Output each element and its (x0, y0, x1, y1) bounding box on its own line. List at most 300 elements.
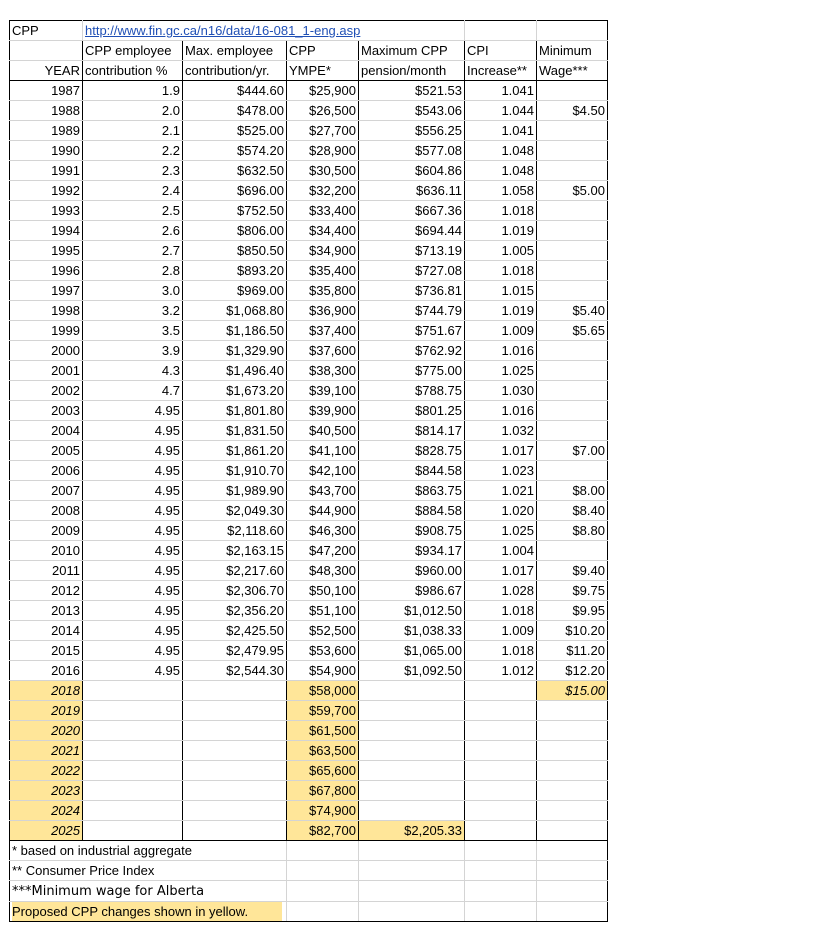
table-cell[interactable] (465, 781, 537, 801)
table-cell[interactable]: $632.50 (183, 161, 287, 181)
table-cell[interactable] (183, 801, 287, 821)
table-cell[interactable]: 2019 (10, 701, 83, 721)
table-cell[interactable]: 2.0 (83, 101, 183, 121)
table-cell[interactable]: 2.2 (83, 141, 183, 161)
table-cell[interactable]: $1,092.50 (359, 661, 465, 681)
table-cell[interactable]: 1.041 (465, 121, 537, 141)
table-cell[interactable]: $694.44 (359, 221, 465, 241)
table-cell[interactable]: $2,049.30 (183, 501, 287, 521)
table-cell[interactable]: 2012 (10, 581, 83, 601)
note-cell[interactable] (10, 841, 287, 861)
table-cell[interactable]: 4.95 (83, 601, 183, 621)
table-cell[interactable]: 1989 (10, 121, 83, 141)
table-cell[interactable]: 1.058 (465, 181, 537, 201)
table-cell[interactable]: $2,479.95 (183, 641, 287, 661)
table-cell[interactable]: $1,186.50 (183, 321, 287, 341)
table-cell[interactable] (359, 741, 465, 761)
table-cell[interactable]: $26,500 (287, 101, 359, 121)
table-cell[interactable]: $1,989.90 (183, 481, 287, 501)
table-cell[interactable]: $1,831.50 (183, 421, 287, 441)
table-cell[interactable] (359, 701, 465, 721)
table-cell[interactable]: $604.86 (359, 161, 465, 181)
table-cell[interactable]: $5.00 (537, 181, 608, 201)
table-cell[interactable]: $2,205.33 (359, 821, 465, 841)
source-link[interactable] (83, 21, 465, 41)
table-cell[interactable]: 2.5 (83, 201, 183, 221)
table-cell[interactable] (537, 401, 608, 421)
table-cell[interactable] (287, 841, 359, 861)
table-cell[interactable]: $28,900 (287, 141, 359, 161)
table-cell[interactable] (537, 281, 608, 301)
table-cell[interactable] (359, 881, 465, 902)
table-cell[interactable]: 2005 (10, 441, 83, 461)
table-cell[interactable] (465, 861, 537, 881)
table-cell[interactable] (183, 721, 287, 741)
table-cell[interactable] (287, 902, 359, 922)
table-cell[interactable] (465, 841, 537, 861)
header-cell[interactable]: pension/month (359, 61, 465, 81)
table-cell[interactable]: $61,500 (287, 721, 359, 741)
table-cell[interactable]: $51,100 (287, 601, 359, 621)
table-cell[interactable]: $34,900 (287, 241, 359, 261)
table-cell[interactable]: 4.7 (83, 381, 183, 401)
table-cell[interactable]: 1.032 (465, 421, 537, 441)
table-cell[interactable] (359, 761, 465, 781)
table-cell[interactable]: $15.00 (537, 681, 608, 701)
table-cell[interactable]: $574.20 (183, 141, 287, 161)
header-cell[interactable]: CPP (287, 41, 359, 61)
table-cell[interactable]: $1,329.90 (183, 341, 287, 361)
table-cell[interactable]: 1997 (10, 281, 83, 301)
table-cell[interactable] (537, 201, 608, 221)
table-cell[interactable]: 1.030 (465, 381, 537, 401)
table-cell[interactable] (465, 801, 537, 821)
table-cell[interactable]: $12.20 (537, 661, 608, 681)
table-cell[interactable] (537, 902, 608, 922)
table-cell[interactable]: $32,200 (287, 181, 359, 201)
table-cell[interactable]: 1.004 (465, 541, 537, 561)
table-cell[interactable]: 2009 (10, 521, 83, 541)
table-cell[interactable] (359, 801, 465, 821)
table-cell[interactable]: $58,000 (287, 681, 359, 701)
table-cell[interactable]: $696.00 (183, 181, 287, 201)
table-cell[interactable]: $37,400 (287, 321, 359, 341)
table-cell[interactable]: $38,300 (287, 361, 359, 381)
header-cell[interactable]: Maximum CPP (359, 41, 465, 61)
table-cell[interactable]: 4.95 (83, 521, 183, 541)
table-cell[interactable]: 2001 (10, 361, 83, 381)
table-cell[interactable]: 1.012 (465, 661, 537, 681)
table-cell[interactable]: $46,300 (287, 521, 359, 541)
table-cell[interactable] (537, 341, 608, 361)
table-cell[interactable]: $65,600 (287, 761, 359, 781)
header-cell[interactable]: CPI (465, 41, 537, 61)
table-cell[interactable]: 1.020 (465, 501, 537, 521)
table-cell[interactable]: $814.17 (359, 421, 465, 441)
table-cell[interactable] (465, 881, 537, 902)
table-cell[interactable]: 3.9 (83, 341, 183, 361)
table-cell[interactable]: $34,400 (287, 221, 359, 241)
table-cell[interactable]: $48,300 (287, 561, 359, 581)
table-cell[interactable]: 4.95 (83, 641, 183, 661)
table-cell[interactable]: $39,900 (287, 401, 359, 421)
table-cell[interactable]: $33,400 (287, 201, 359, 221)
table-cell[interactable]: $9.75 (537, 581, 608, 601)
table-cell[interactable] (465, 902, 537, 922)
table-cell[interactable]: $1,065.00 (359, 641, 465, 661)
table-cell[interactable]: 1988 (10, 101, 83, 121)
table-cell[interactable]: $444.60 (183, 81, 287, 101)
table-cell[interactable]: 1.016 (465, 341, 537, 361)
table-cell[interactable]: 2020 (10, 721, 83, 741)
table-cell[interactable]: $908.75 (359, 521, 465, 541)
table-cell[interactable]: 1990 (10, 141, 83, 161)
table-cell[interactable]: 2011 (10, 561, 83, 581)
table-cell[interactable]: $713.19 (359, 241, 465, 261)
table-cell[interactable]: 3.5 (83, 321, 183, 341)
table-cell[interactable]: 1993 (10, 201, 83, 221)
table-cell[interactable]: 2.3 (83, 161, 183, 181)
table-cell[interactable] (183, 681, 287, 701)
table-cell[interactable]: 2021 (10, 741, 83, 761)
table-cell[interactable]: 1.019 (465, 301, 537, 321)
table-cell[interactable]: $884.58 (359, 501, 465, 521)
table-cell[interactable]: $969.00 (183, 281, 287, 301)
table-cell[interactable]: $42,100 (287, 461, 359, 481)
table-cell[interactable]: $1,861.20 (183, 441, 287, 461)
table-cell[interactable]: $37,600 (287, 341, 359, 361)
table-cell[interactable] (183, 781, 287, 801)
table-cell[interactable]: $53,600 (287, 641, 359, 661)
table-cell[interactable]: $9.95 (537, 601, 608, 621)
table-cell[interactable]: $35,800 (287, 281, 359, 301)
table-cell[interactable]: $8.40 (537, 501, 608, 521)
note-cell[interactable] (10, 861, 287, 881)
table-cell[interactable]: $806.00 (183, 221, 287, 241)
table-cell[interactable]: $2,163.15 (183, 541, 287, 561)
table-cell[interactable]: $1,910.70 (183, 461, 287, 481)
table-cell[interactable]: $521.53 (359, 81, 465, 101)
table-cell[interactable] (537, 161, 608, 181)
table-cell[interactable]: $25,900 (287, 81, 359, 101)
table-cell[interactable]: 1.025 (465, 521, 537, 541)
table-cell[interactable]: $1,012.50 (359, 601, 465, 621)
table-cell[interactable] (537, 461, 608, 481)
table-cell[interactable]: $67,800 (287, 781, 359, 801)
table-cell[interactable]: $43,700 (287, 481, 359, 501)
table-cell[interactable]: $667.36 (359, 201, 465, 221)
table-cell[interactable]: $39,100 (287, 381, 359, 401)
table-cell[interactable]: $2,118.60 (183, 521, 287, 541)
table-cell[interactable]: $7.00 (537, 441, 608, 461)
table-cell[interactable] (465, 761, 537, 781)
table-cell[interactable]: $828.75 (359, 441, 465, 461)
table-cell[interactable]: 2024 (10, 801, 83, 821)
table-cell[interactable] (83, 761, 183, 781)
table-cell[interactable]: 2.7 (83, 241, 183, 261)
table-cell[interactable]: 1.009 (465, 321, 537, 341)
table-cell[interactable]: 1998 (10, 301, 83, 321)
table-cell[interactable]: $52,500 (287, 621, 359, 641)
header-cell[interactable]: Increase** (465, 61, 537, 81)
table-cell[interactable]: 1.019 (465, 221, 537, 241)
table-cell[interactable]: $63,500 (287, 741, 359, 761)
table-cell[interactable] (537, 841, 608, 861)
table-cell[interactable]: 1.009 (465, 621, 537, 641)
table-cell[interactable]: 2.1 (83, 121, 183, 141)
table-cell[interactable] (537, 381, 608, 401)
table-cell[interactable]: 1.023 (465, 461, 537, 481)
table-cell[interactable]: 1.041 (465, 81, 537, 101)
table-cell[interactable]: 2004 (10, 421, 83, 441)
table-cell[interactable]: $36,900 (287, 301, 359, 321)
table-cell[interactable]: 2.8 (83, 261, 183, 281)
table-cell[interactable]: 2.6 (83, 221, 183, 241)
table-cell[interactable]: 4.95 (83, 421, 183, 441)
table-cell[interactable] (83, 721, 183, 741)
table-cell[interactable]: $9.40 (537, 561, 608, 581)
table-cell[interactable]: 2008 (10, 501, 83, 521)
table-cell[interactable] (537, 81, 608, 101)
table-cell[interactable]: $736.81 (359, 281, 465, 301)
table-cell[interactable]: 1.9 (83, 81, 183, 101)
header-cell[interactable]: Minimum (537, 41, 608, 61)
table-cell[interactable] (537, 361, 608, 381)
table-cell[interactable]: 2003 (10, 401, 83, 421)
table-cell[interactable] (537, 701, 608, 721)
table-cell[interactable]: $863.75 (359, 481, 465, 501)
table-cell[interactable] (183, 701, 287, 721)
table-cell[interactable] (537, 121, 608, 141)
table-cell[interactable]: $1,068.80 (183, 301, 287, 321)
table-cell[interactable] (537, 421, 608, 441)
table-cell[interactable] (183, 741, 287, 761)
table-cell[interactable] (537, 221, 608, 241)
table-cell[interactable]: 1.018 (465, 641, 537, 661)
table-cell[interactable] (537, 721, 608, 741)
table-cell[interactable] (83, 681, 183, 701)
table-cell[interactable]: $2,425.50 (183, 621, 287, 641)
table-cell[interactable] (537, 241, 608, 261)
header-cell[interactable]: YMPE* (287, 61, 359, 81)
table-cell[interactable]: 1991 (10, 161, 83, 181)
table-cell[interactable] (537, 761, 608, 781)
table-cell[interactable]: 4.95 (83, 441, 183, 461)
table-cell[interactable]: $577.08 (359, 141, 465, 161)
table-cell[interactable]: $850.50 (183, 241, 287, 261)
table-cell[interactable]: $556.25 (359, 121, 465, 141)
table-cell[interactable]: $801.25 (359, 401, 465, 421)
table-cell[interactable]: 4.95 (83, 561, 183, 581)
header-cell[interactable]: CPP employee (83, 41, 183, 61)
table-cell[interactable]: 4.3 (83, 361, 183, 381)
table-cell[interactable] (359, 902, 465, 922)
table-cell[interactable]: $2,356.20 (183, 601, 287, 621)
table-cell[interactable]: 1.018 (465, 201, 537, 221)
table-cell[interactable]: 4.95 (83, 621, 183, 641)
table-cell[interactable]: $960.00 (359, 561, 465, 581)
table-cell[interactable]: $478.00 (183, 101, 287, 121)
header-cell[interactable]: Max. employee (183, 41, 287, 61)
table-cell[interactable]: $1,801.80 (183, 401, 287, 421)
table-cell[interactable] (537, 261, 608, 281)
table-cell[interactable]: 2002 (10, 381, 83, 401)
table-cell[interactable]: $744.79 (359, 301, 465, 321)
table-cell[interactable]: $74,900 (287, 801, 359, 821)
table-cell[interactable]: 2015 (10, 641, 83, 661)
table-cell[interactable]: 1.017 (465, 441, 537, 461)
table-cell[interactable]: 1987 (10, 81, 83, 101)
table-cell[interactable]: $40,500 (287, 421, 359, 441)
table-cell[interactable]: 2006 (10, 461, 83, 481)
table-cell[interactable]: $1,673.20 (183, 381, 287, 401)
source-link-text[interactable]: http://www.fin.gc.ca/n16/data/16-081_1-eng.asp (85, 23, 361, 38)
table-cell[interactable]: 2022 (10, 761, 83, 781)
table-cell[interactable] (83, 741, 183, 761)
table-cell[interactable] (465, 701, 537, 721)
table-cell[interactable]: $41,100 (287, 441, 359, 461)
header-cell[interactable]: Wage*** (537, 61, 608, 81)
table-cell[interactable] (537, 861, 608, 881)
table-cell[interactable]: 3.2 (83, 301, 183, 321)
table-cell[interactable]: 4.95 (83, 401, 183, 421)
table-cell[interactable] (83, 701, 183, 721)
table-cell[interactable]: $5.40 (537, 301, 608, 321)
table-cell[interactable]: 2.4 (83, 181, 183, 201)
table-cell[interactable]: 1.018 (465, 261, 537, 281)
table-cell[interactable]: 1992 (10, 181, 83, 201)
table-cell[interactable] (183, 761, 287, 781)
table-cell[interactable]: $636.11 (359, 181, 465, 201)
table-cell[interactable]: $2,217.60 (183, 561, 287, 581)
table-cell[interactable]: $82,700 (287, 821, 359, 841)
table-cell[interactable]: $2,306.70 (183, 581, 287, 601)
table-cell[interactable] (537, 821, 608, 841)
table-cell[interactable]: $47,200 (287, 541, 359, 561)
table-cell[interactable] (359, 781, 465, 801)
table-cell[interactable]: 1.044 (465, 101, 537, 121)
table-cell[interactable]: $543.06 (359, 101, 465, 121)
table-cell[interactable] (537, 881, 608, 902)
table-cell[interactable]: $54,900 (287, 661, 359, 681)
table-cell[interactable]: 4.95 (83, 461, 183, 481)
table-cell[interactable]: 1996 (10, 261, 83, 281)
table-cell[interactable]: $525.00 (183, 121, 287, 141)
table-cell[interactable]: $4.50 (537, 101, 608, 121)
table-cell[interactable]: 1.017 (465, 561, 537, 581)
table-cell[interactable] (537, 801, 608, 821)
table-cell[interactable]: 2013 (10, 601, 83, 621)
table-cell[interactable] (537, 741, 608, 761)
table-cell[interactable]: $1,496.40 (183, 361, 287, 381)
table-cell[interactable]: $788.75 (359, 381, 465, 401)
table-cell[interactable]: $893.20 (183, 261, 287, 281)
table-cell[interactable]: 4.95 (83, 581, 183, 601)
table-cell[interactable]: 2007 (10, 481, 83, 501)
table-cell[interactable]: $752.50 (183, 201, 287, 221)
table-cell[interactable]: 1.025 (465, 361, 537, 381)
table-cell[interactable]: $986.67 (359, 581, 465, 601)
table-cell[interactable]: $8.80 (537, 521, 608, 541)
note-cell[interactable] (10, 902, 287, 922)
table-cell[interactable]: $751.67 (359, 321, 465, 341)
table-cell[interactable]: $934.17 (359, 541, 465, 561)
table-cell[interactable]: 4.95 (83, 501, 183, 521)
table-cell[interactable]: $844.58 (359, 461, 465, 481)
table-cell[interactable]: 1.015 (465, 281, 537, 301)
header-cell[interactable] (10, 41, 83, 61)
table-cell[interactable]: $50,100 (287, 581, 359, 601)
table-cell[interactable]: $11.20 (537, 641, 608, 661)
table-cell[interactable] (465, 821, 537, 841)
table-cell[interactable]: 1.048 (465, 141, 537, 161)
table-cell[interactable]: 2025 (10, 821, 83, 841)
table-cell[interactable] (287, 881, 359, 902)
table-cell[interactable] (465, 721, 537, 741)
table-cell[interactable]: 1.048 (465, 161, 537, 181)
table-cell[interactable]: 4.95 (83, 541, 183, 561)
table-cell[interactable]: $5.65 (537, 321, 608, 341)
table-cell[interactable]: 1.018 (465, 601, 537, 621)
header-cell[interactable]: YEAR (10, 61, 83, 81)
table-cell[interactable]: 1995 (10, 241, 83, 261)
table-cell[interactable] (465, 681, 537, 701)
table-cell[interactable]: $727.08 (359, 261, 465, 281)
table-cell[interactable]: $44,900 (287, 501, 359, 521)
table-cell[interactable] (83, 801, 183, 821)
table-cell[interactable] (359, 861, 465, 881)
table-cell[interactable]: $8.00 (537, 481, 608, 501)
table-cell[interactable]: 2018 (10, 681, 83, 701)
table-cell[interactable] (359, 721, 465, 741)
table-cell[interactable] (359, 841, 465, 861)
table-cell[interactable] (465, 741, 537, 761)
table-cell[interactable]: 2010 (10, 541, 83, 561)
table-cell[interactable]: $27,700 (287, 121, 359, 141)
table-cell[interactable]: $30,500 (287, 161, 359, 181)
table-cell[interactable]: 4.95 (83, 481, 183, 501)
table-cell[interactable] (287, 861, 359, 881)
table-cell[interactable]: 1.021 (465, 481, 537, 501)
table-cell[interactable]: 2023 (10, 781, 83, 801)
table-cell[interactable]: 1.016 (465, 401, 537, 421)
table-cell[interactable]: 1994 (10, 221, 83, 241)
header-cell[interactable]: contribution % (83, 61, 183, 81)
table-cell[interactable]: 1999 (10, 321, 83, 341)
table-cell[interactable] (537, 541, 608, 561)
table-cell[interactable]: $35,400 (287, 261, 359, 281)
table-cell[interactable] (183, 821, 287, 841)
table-cell[interactable]: $762.92 (359, 341, 465, 361)
table-cell[interactable]: $59,700 (287, 701, 359, 721)
table-cell[interactable]: $775.00 (359, 361, 465, 381)
table-cell[interactable]: $10.20 (537, 621, 608, 641)
table-cell[interactable]: 4.95 (83, 661, 183, 681)
table-cell[interactable]: 3.0 (83, 281, 183, 301)
header-cell[interactable]: contribution/yr. (183, 61, 287, 81)
table-cell[interactable] (83, 821, 183, 841)
table-cell[interactable]: 1.028 (465, 581, 537, 601)
table-cell[interactable] (359, 681, 465, 701)
table-cell[interactable]: 2016 (10, 661, 83, 681)
table-cell[interactable] (537, 141, 608, 161)
table-cell[interactable]: 2000 (10, 341, 83, 361)
table-cell[interactable]: $1,038.33 (359, 621, 465, 641)
note-cell[interactable] (10, 881, 287, 902)
table-cell[interactable] (537, 781, 608, 801)
table-cell[interactable]: $2,544.30 (183, 661, 287, 681)
table-cell[interactable] (83, 781, 183, 801)
